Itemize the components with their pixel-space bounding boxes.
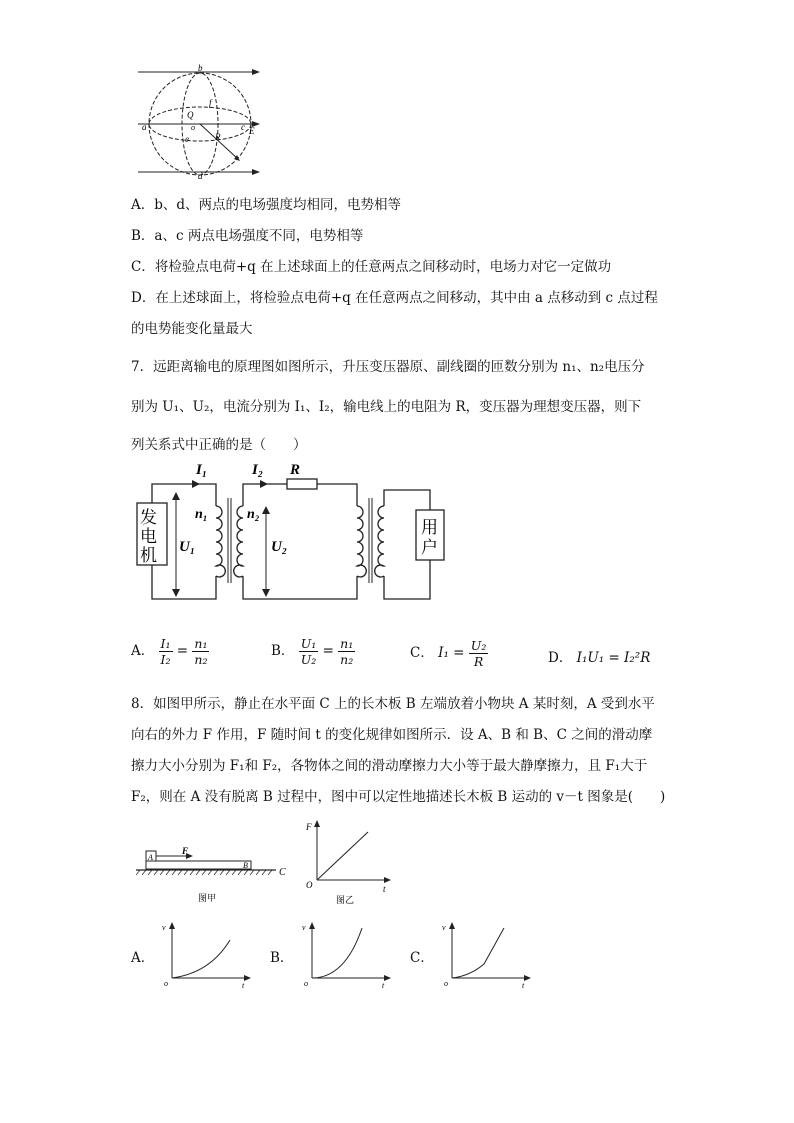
label-b: b bbox=[198, 63, 203, 73]
q8-option-c-letter: C． bbox=[410, 950, 434, 966]
label-t: t bbox=[383, 884, 386, 894]
label-o: o bbox=[191, 123, 195, 132]
figure-yi bbox=[300, 818, 395, 908]
q7-text-line3: 列关系式中正确的是（ ） bbox=[131, 437, 307, 453]
label-v: v bbox=[162, 923, 166, 932]
label-t: t bbox=[242, 981, 245, 990]
q8-option-a-graph bbox=[160, 918, 255, 990]
transmission-circuit-figure bbox=[132, 458, 452, 606]
label-t: t bbox=[382, 981, 385, 990]
label-R: R bbox=[290, 462, 301, 478]
label-Q: Q bbox=[187, 110, 194, 120]
label-F: F bbox=[306, 822, 312, 832]
caption-yi: 图乙 bbox=[336, 895, 355, 905]
q7-text-line2: 别为 U₁、U₂，电流分别为 I₁、I₂，输电线上的电阻为 R，变压器为理想变压器，则下 bbox=[131, 399, 642, 415]
label-c: c bbox=[241, 122, 245, 132]
q7-option-d: D． I₁U₁ = I₂²R bbox=[548, 650, 651, 666]
q7-option-c: C． I₁ = $\frac{\text{U₂}}{R}$ bbox=[410, 638, 487, 669]
sphere-field-figure bbox=[130, 62, 265, 180]
generator-char-3: 机 bbox=[140, 546, 157, 565]
label-t: t bbox=[522, 981, 525, 990]
q8-text-line2: 向右的外力 F 作用，F 随时间 t 的变化规律如图所示．设 A、B 和 B、C 之间的滑动摩 bbox=[131, 727, 653, 743]
label-d: d bbox=[198, 171, 203, 180]
label-n1: n₁ bbox=[195, 507, 208, 522]
label-C: C bbox=[279, 867, 286, 878]
generator-char-1: 发 bbox=[140, 508, 157, 527]
q8-text-line3: 擦力大小分别为 F₁和 F₂，各物体之间的滑动摩擦力大小等于最大静摩擦力，且 F₁大于 bbox=[131, 758, 648, 774]
label-O: O bbox=[306, 880, 313, 890]
q8-option-b-graph bbox=[300, 918, 395, 990]
label-f: f bbox=[209, 98, 212, 108]
label-e: e bbox=[185, 134, 189, 144]
q8-text-line4: F₂，则在 A 没有脱离 B 过程中，图中可以定性地描述长木板 B 运动的 v－t 图象是( ) bbox=[131, 789, 666, 805]
label-o: o bbox=[164, 979, 168, 988]
label-v: v bbox=[302, 923, 306, 932]
label-E: E bbox=[249, 126, 255, 136]
q7-option-b: B． $\frac{\text{U₁}}{\text{U₂}}$ = $\frac{\text{n₁}}{\text{n₂}}$ bbox=[271, 636, 354, 667]
q6-option-b: B．a、c 两点电场强度不同，电势相等 bbox=[131, 228, 364, 244]
q8-option-a-letter: A． bbox=[131, 950, 155, 966]
label-I2: I₂ bbox=[252, 462, 264, 478]
label-a: a bbox=[142, 122, 147, 132]
q6-option-c: C．将检验点电荷+q 在上述球面上的任意两点之间移动时，电场力对它一定做功 bbox=[131, 259, 612, 275]
label-R: R bbox=[215, 132, 221, 142]
label-A: A bbox=[148, 853, 153, 862]
label-U1: U₁ bbox=[179, 539, 196, 555]
user-char-2: 户 bbox=[421, 538, 438, 557]
caption-jia: 图甲 bbox=[198, 893, 217, 903]
user-char-1: 用 bbox=[421, 518, 438, 537]
label-o: o bbox=[304, 979, 308, 988]
label-F: F bbox=[182, 846, 189, 856]
figure-jia bbox=[136, 843, 296, 908]
q7-option-a: A． $\frac{\text{I₁}}{\text{I₂}}$ = $\frac{\text{n₁}}{\text{n₂}}$ bbox=[131, 636, 208, 667]
label-n2: n₂ bbox=[247, 507, 260, 522]
q8-text-line1: 8．如图甲所示，静止在水平面 C 上的长木板 B 左端放着小物块 A 某时刻，A 受到水平 bbox=[131, 696, 655, 712]
q8-option-b-letter: B． bbox=[270, 950, 294, 966]
q6-option-a: A．b、d、两点的电场强度均相同，电势相等 bbox=[131, 197, 402, 213]
q8-option-c-graph bbox=[440, 918, 535, 990]
label-v: v bbox=[442, 923, 446, 932]
label-o: o bbox=[444, 979, 448, 988]
q6-option-d-cont: 的电势能变化量最大 bbox=[131, 321, 253, 337]
q6-option-d: D．在上述球面上，将检验点电荷+q 在任意两点之间移动，其中由 a 点移动到 c 点过程 bbox=[131, 290, 658, 306]
q7-text-line1: 7．远距离输电的原理图如图所示，升压变压器原、副线圈的匝数分别为 n₁、n₂电压分 bbox=[131, 359, 645, 375]
generator-char-2: 电 bbox=[140, 527, 157, 546]
label-U2: U₂ bbox=[271, 539, 288, 555]
label-I1: I₁ bbox=[196, 462, 208, 478]
label-B: B bbox=[243, 861, 248, 870]
